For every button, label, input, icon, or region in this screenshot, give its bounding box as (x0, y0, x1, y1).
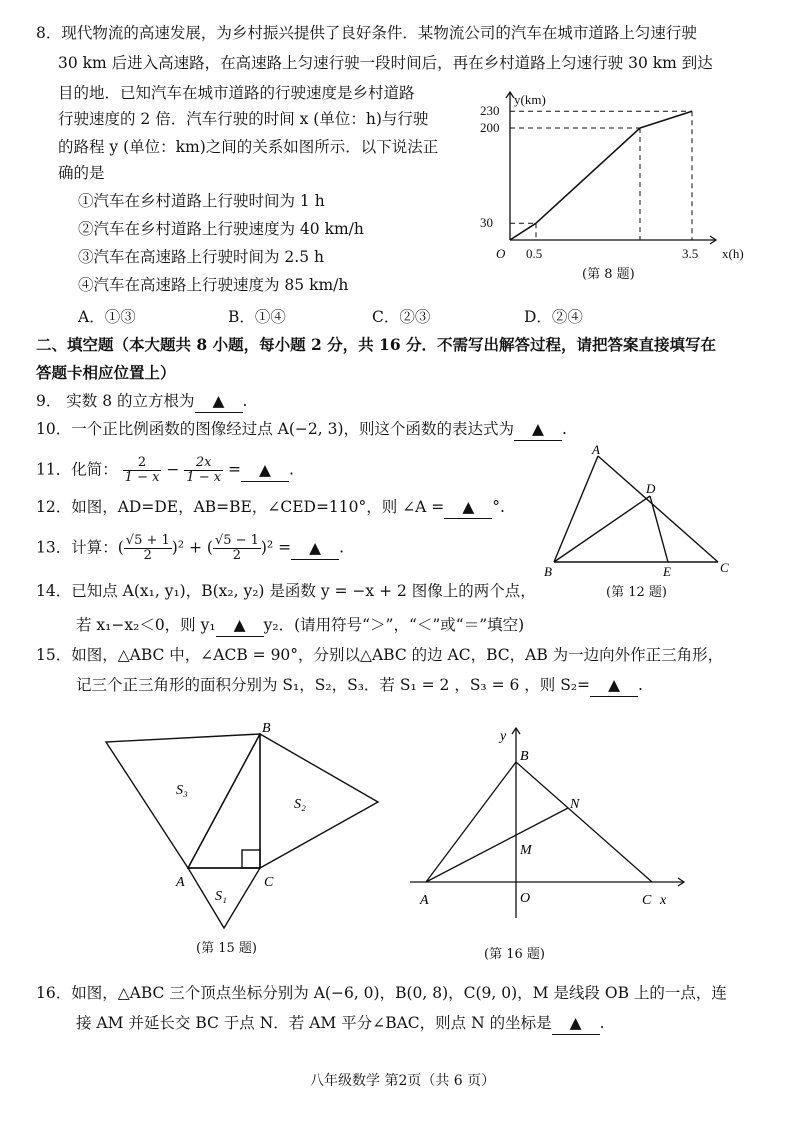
label-x: x (660, 893, 667, 908)
q8-line-3: 目的地．已知汽车在城市道路的行驶速度是乡村道路 (58, 84, 415, 102)
q9-text: 9． 实数 8 的立方根为 (36, 392, 195, 410)
label-a: A (592, 444, 600, 457)
q12-end: °. (492, 498, 505, 516)
label-n: N (570, 797, 580, 812)
q13-f2-denominator: 2 (232, 548, 242, 563)
q11-f1-numerator: 2 (123, 456, 162, 471)
q8-choice-a: A．①③ (78, 308, 136, 326)
q16-line-2 (76, 1012, 605, 1035)
q8-line-1: 8．现代物流的高速发展，为乡村振兴提供了良好条件．某物流公司的汽车在城市道路上匀速行驶 (36, 24, 697, 42)
label-a: A (176, 875, 185, 890)
q16-answer-blank[interactable]: ▲ (552, 1012, 600, 1035)
triangle-abc (554, 456, 718, 562)
origin-label: O (496, 246, 506, 261)
series-segment-1 (510, 223, 536, 240)
q8-choice-b: B．①④ (228, 308, 286, 326)
q10-end: . (562, 420, 567, 438)
q13-fraction-1 (124, 534, 172, 563)
series-segment-3 (640, 111, 692, 128)
q16-end: . (599, 1014, 605, 1032)
q13-end: . (339, 538, 345, 557)
q13-paren-open-1: ( (117, 538, 124, 557)
section-2-heading-line-2: 答题卡相应位置上） (36, 363, 176, 382)
segment-de (650, 496, 668, 562)
x-axis-label: x(h) (722, 246, 744, 261)
label-b: B (520, 749, 529, 764)
q11-f1-denominator: 1 − x (124, 470, 160, 485)
label-e: E (663, 564, 671, 579)
q9 (36, 390, 247, 413)
label-d: D (646, 481, 656, 496)
q12-triangle-figure (540, 444, 740, 584)
y-axis-label: y(km) (514, 92, 546, 107)
segment-bc (516, 762, 652, 882)
label-s1: S₁ (215, 889, 227, 904)
q10-answer-blank[interactable]: ▲ (514, 418, 562, 441)
q16-line-1: 16．如图，△ABC 三个顶点坐标分别为 A(−6, 0)，B(0, 8)，C(9, 0)，M 是线段 OB 上的一点，连 (36, 984, 727, 1002)
q8-option-2: ②汽车在乡村道路上行驶速度为 40 km/h (78, 220, 364, 238)
q12-answer-blank[interactable]: ▲ (444, 496, 492, 519)
segment-ab (426, 762, 516, 882)
q8-figure-caption: (第 8 题) (582, 267, 635, 282)
q14-line-2-start: 若 x₁−x₂＜0，则 y₁ (76, 616, 216, 634)
q10 (36, 418, 567, 441)
q15-line-2 (76, 674, 643, 697)
q8-distance-time-chart (470, 86, 770, 286)
q13-f1-numerator: √5 + 1 (125, 533, 170, 548)
section-2-heading-line-1: 二、填空题（本大题共 8 小题，每小题 2 分，共 16 分．不需写出解答过程，请把答案直接填写在 (36, 335, 717, 354)
q8-line-5: 的路程 y (单位：km)之间的关系如图所示．以下说法正 (58, 138, 439, 156)
q13-f2-numerator: √5 − 1 (214, 533, 259, 548)
q12 (36, 496, 505, 519)
q9-answer-blank[interactable]: ▲ (195, 390, 243, 413)
q15-triangles-figure (100, 716, 410, 946)
label-s3: S₃ (176, 783, 188, 798)
label-b: B (262, 721, 271, 736)
label-a: A (420, 893, 429, 908)
label-y: y (500, 729, 507, 744)
q11 (36, 456, 294, 485)
q15-line-2-text: 记三个正三角形的面积分别为 S₁，S₂，S₃．若 S₁ = 2 ，S₃ = 6 ，则 S₂= (76, 676, 591, 694)
q14-answer-blank[interactable]: ▲ (216, 614, 264, 637)
q15-end: . (638, 676, 643, 694)
q13-f1-denominator: 2 (143, 548, 152, 563)
q8-option-3: ③汽车在高速路上行驶时间为 2.5 h (78, 248, 324, 266)
y-tick-label-200: 200 (480, 120, 500, 135)
q15-line-1: 15．如图，△ABC 中，∠ACB = 90°，分别以△ABC 的边 AC，BC，AB 为一边向外作正三角形， (36, 646, 724, 664)
q13-middle: )² + ( (171, 538, 213, 557)
chart-series (510, 111, 692, 240)
q8-choice-c: C．②③ (372, 308, 431, 326)
q11-fraction-2 (184, 456, 223, 485)
q14-line-2-end: y₂．(请用符号“＞”，“＜”或“＝”填空) (263, 616, 525, 634)
q8-line-2: 30 km 后进入高速路，在高速路上匀速行驶一段时间后，再在乡村道路上匀速行驶 30 km 到达 (58, 54, 713, 72)
q11-minus: − (166, 460, 180, 479)
x-tick-label-3.5: 3.5 (682, 246, 699, 261)
q15-figure-caption: (第 15 题) (196, 941, 257, 956)
q8-choice-d: D．②④ (524, 308, 583, 326)
label-c: C (642, 893, 652, 908)
q8-option-4: ④汽车在高速路上行驶速度为 85 km/h (78, 276, 349, 294)
q11-answer-blank[interactable]: ▲ (241, 459, 289, 482)
label-b: B (544, 564, 552, 579)
q13 (36, 534, 344, 563)
q8-line-4: 行驶速度的 2 倍．汽车行驶的时间 x (单位：h)与行驶 (58, 110, 429, 128)
x-tick-label-0.5: 0.5 (526, 246, 543, 261)
equilateral-s2 (260, 734, 378, 868)
q11-f2-numerator: 2x (184, 456, 223, 471)
q13-tail: )² = (260, 538, 292, 557)
page-footer: 八年级数学 第2页（共 6 页） (310, 1073, 496, 1089)
q14-line-2 (76, 614, 524, 637)
q10-text: 10．一个正比例函数的图像经过点 A(−2, 3)，则这个函数的表达式为 (36, 420, 515, 438)
label-c: C (720, 560, 729, 575)
q8-option-1: ①汽车在乡村道路上行驶时间为 1 h (78, 192, 325, 210)
q16-line-2-text: 接 AM 并延长交 BC 于点 N．若 AM 平分∠BAC，则点 N 的坐标是 (76, 1014, 552, 1032)
right-angle-mark (242, 850, 260, 868)
y-tick-label-230: 230 (480, 103, 500, 119)
chart-labels (480, 92, 744, 261)
q11-equals: = (228, 460, 242, 479)
chart-guides (510, 111, 692, 240)
q13-prefix: 13．计算： (36, 538, 118, 557)
series-segment-2 (536, 128, 640, 223)
q8-line-6: 确的是 (58, 164, 105, 182)
segment-an (426, 808, 568, 882)
q11-fraction-1 (123, 456, 162, 485)
q12-figure-caption: (第 12 题) (606, 585, 667, 600)
label-o: O (520, 891, 531, 906)
q13-answer-blank[interactable]: ▲ (291, 537, 339, 560)
y-tick-label-30: 30 (480, 215, 493, 231)
q11-f2-denominator: 1 − x (186, 470, 222, 485)
label-s2: S₂ (294, 797, 306, 812)
q11-end: . (289, 460, 294, 479)
q11-prefix: 11．化简： (36, 460, 118, 479)
label-m: M (520, 843, 532, 858)
q16-figure-caption: (第 16 题) (484, 947, 545, 962)
q13-fraction-2 (213, 534, 261, 563)
equilateral-s3 (106, 734, 260, 868)
q16-coordinate-figure (400, 722, 700, 922)
q14-line-1: 14．已知点 A(x₁, y₁)，B(x₂, y₂) 是函数 y = −x + 2 图像上的两个点， (36, 582, 536, 600)
q15-answer-blank[interactable]: ▲ (590, 674, 638, 697)
q12-text: 12．如图，AD=DE，AB=BE，∠CED=110°，则 ∠A = (36, 498, 445, 516)
q9-end: . (242, 392, 248, 410)
label-c: C (264, 875, 274, 890)
